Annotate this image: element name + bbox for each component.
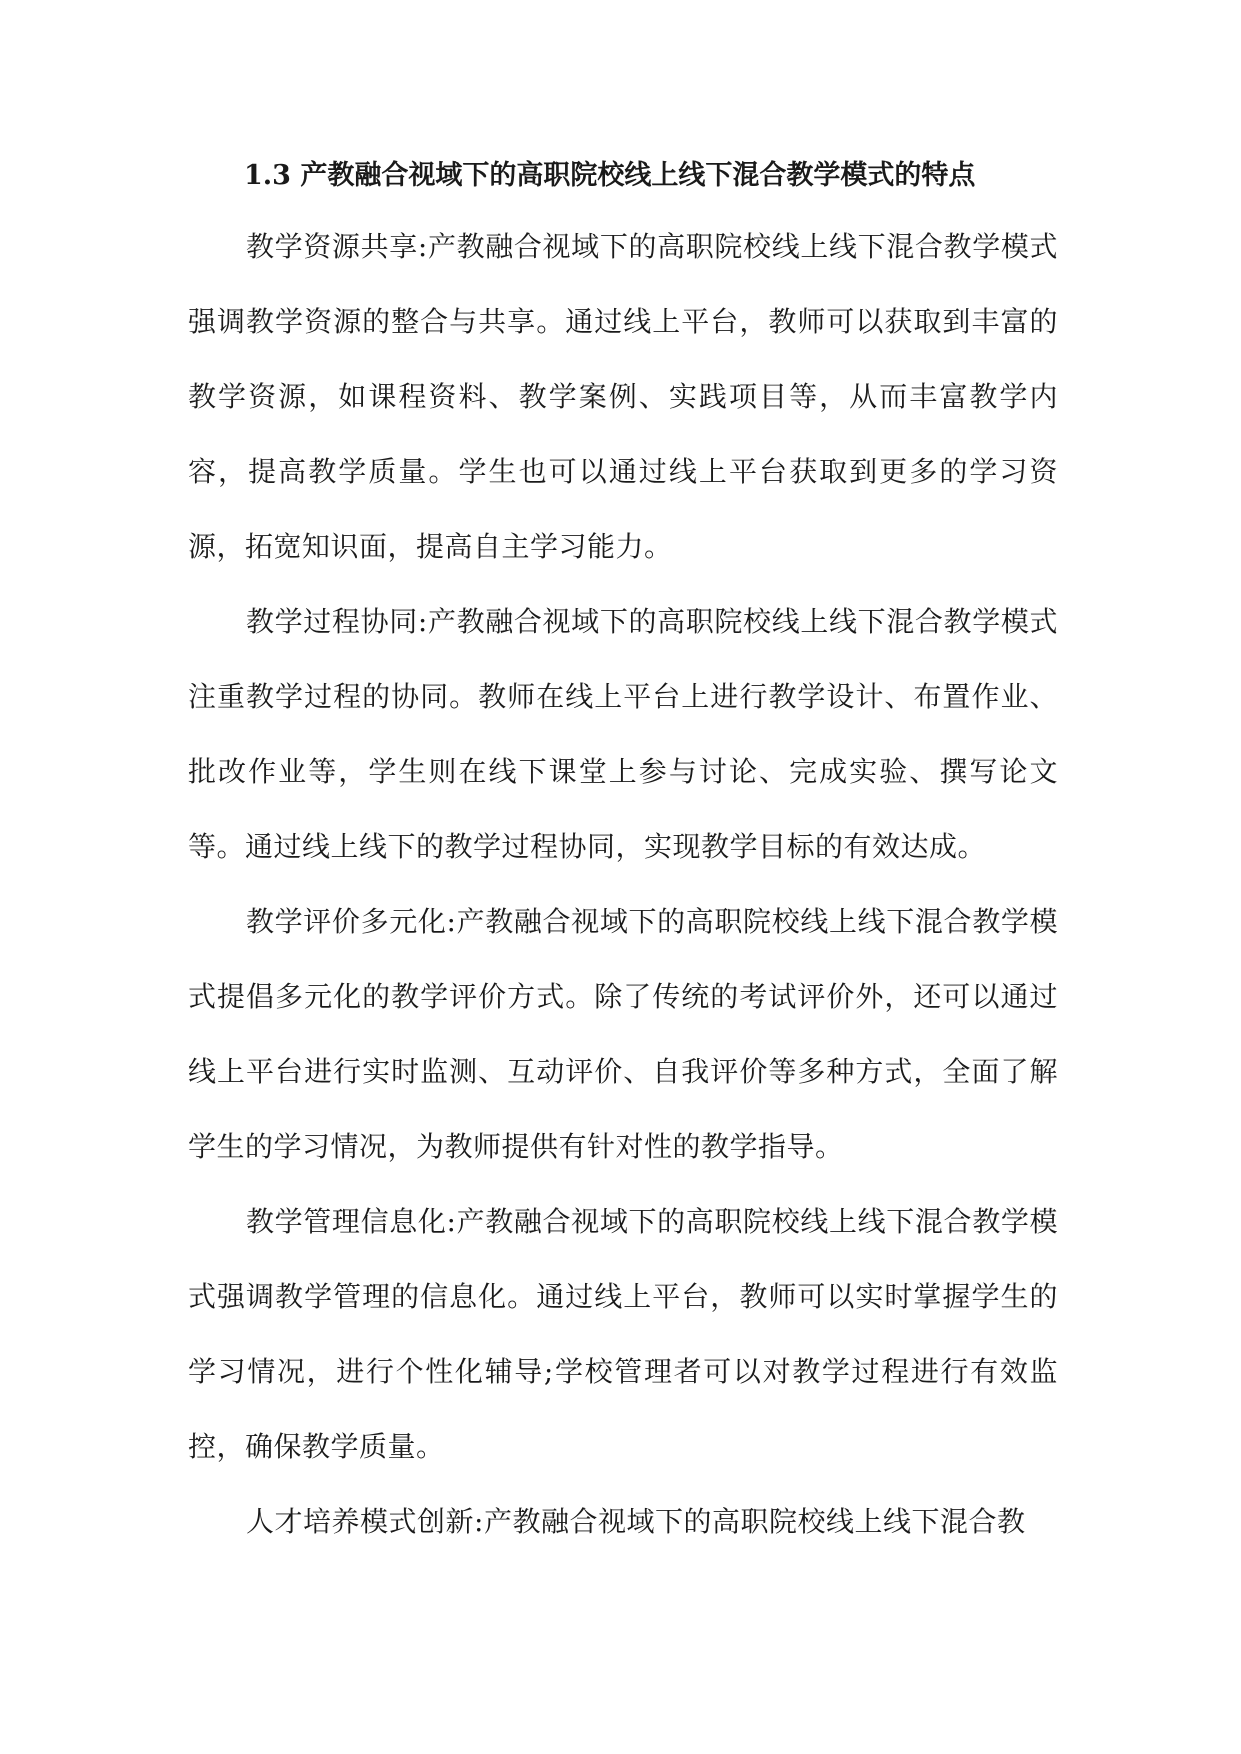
paragraph-lead: 教学过程协同: [246,605,428,638]
paragraph-lead: 人才培养模式创新: [246,1505,484,1538]
paragraph-text: 产教融合视域下的高职院校线上线下混合教学模式提倡多元化的教学评价方式。除了传统的考试评价外，还可以通过线上平台进行实时监测、互动评价、自我评价等多种方式，全面了解学生的学习情况，为教师提供有针对性的教学指导。 [188,905,1058,1163]
paragraph-management-informatization [188,1184,1058,1484]
paragraph-text: 产教融合视域下的高职院校线上线下混合教 [483,1505,1026,1538]
paragraph-text: 产教融合视域下的高职院校线上线下混合教学模式强调教学管理的信息化。通过线上平台，教师可以实时掌握学生的学习情况，进行个性化辅导;学校管理者可以对教学过程进行有效监控，确保教学质量。 [188,1205,1058,1463]
paragraph-process-collaboration [188,584,1058,884]
document-body [188,143,1058,1559]
paragraph-talent-cultivation [188,1484,1058,1559]
paragraph-lead: 教学管理信息化: [246,1205,457,1238]
section-heading: 1.3 产教融合视域下的高职院校线上线下混合教学模式的特点 [244,160,976,191]
paragraph-diversified-evaluation [188,884,1058,1184]
paragraph-lead: 教学评价多元化: [246,905,457,938]
paragraph-text: 产教融合视域下的高职院校线上线下混合教学模式强调教学资源的整合与共享。通过线上平台，教师可以获取到丰富的教学资源，如课程资料、教学案例、实践项目等，从而丰富教学内容，提高教学质量。学生也可以通过线上平台获取到更多的学习资源，拓宽知识面，提高自主学习能力。 [188,230,1058,563]
paragraph-lead: 教学资源共享: [246,230,428,263]
paragraph-text: 产教融合视域下的高职院校线上线下混合教学模式注重教学过程的协同。教师在线上平台上进行教学设计、布置作业、批改作业等，学生则在线下课堂上参与讨论、完成实验、撰写论文等。通过线上线下的教学过程协同，实现教学目标的有效达成。 [188,605,1058,863]
paragraph-resource-sharing [188,209,1058,584]
